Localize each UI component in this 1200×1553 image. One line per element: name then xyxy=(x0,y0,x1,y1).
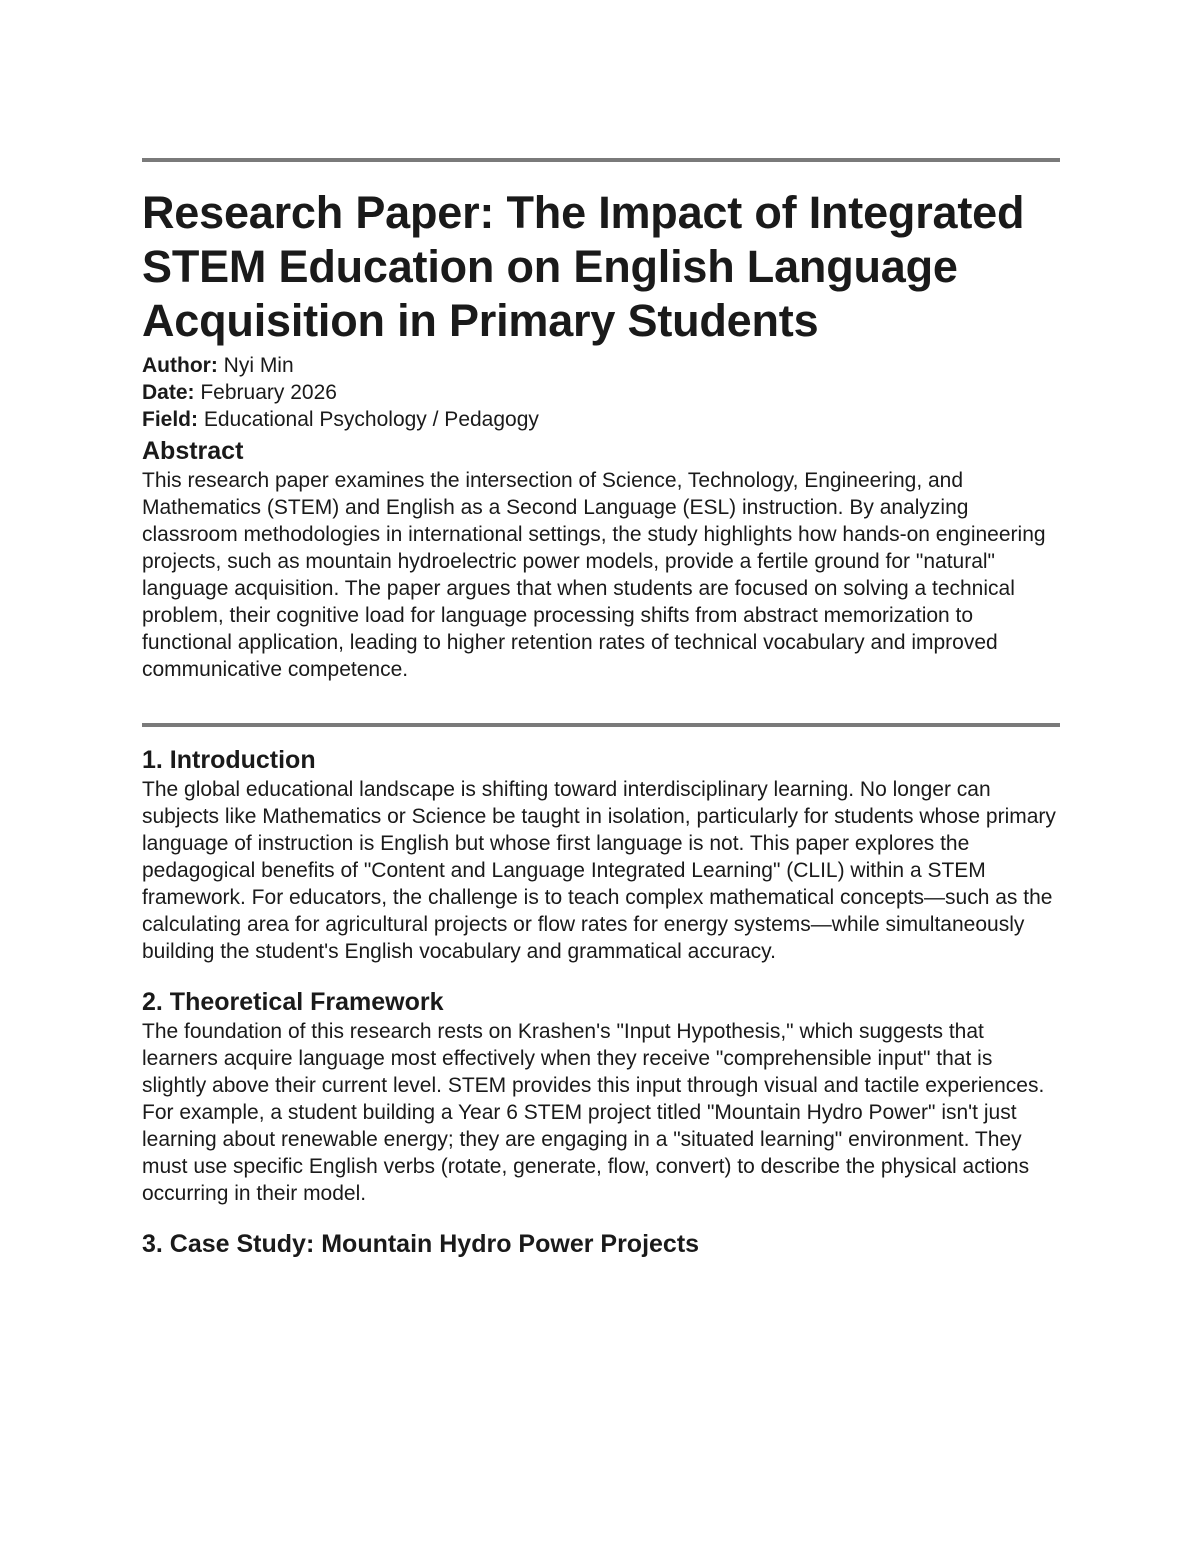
section-text-introduction: The global educational landscape is shifting toward interdisciplinary learning. No longer can subjects like Mathematics or Science be taught in isolation, particularly for students whose primary language of instruction is English but whose first language is not. This paper explores the pedagogical benefits of "Content and Language Integrated Learning" (CLIL) within a STEM framework. For educators, the challenge is to teach complex mathematical concepts—such as the calculating area for agricultural projects or flow rates for energy systems—while simultaneously building the student's English vocabulary and grammatical accuracy. xyxy=(142,778,1056,963)
meta-field-value: Educational Psychology / Pedagogy xyxy=(198,408,539,431)
section-heading-introduction: 1. Introduction xyxy=(142,746,316,774)
abstract-text: This research paper examines the intersection of Science, Technology, Engineering, and Mathematics (STEM) and English as a Second Language (ESL) instruction. By analyzing classroom methodologies in international settings, the study highlights how hands-on engineering projects, such as mountain hydroelectric power models, provide a fertile ground for "natural" language acquisition. The paper argues that when students are focused on solving a technical problem, their cognitive load for language processing shifts from abstract memorization to functional application, leading to higher retention rates of technical vocabulary and improved communicative competence. xyxy=(142,469,1046,681)
meta-date-label: Date: xyxy=(142,381,195,404)
paper-title: Research Paper: The Impact of Integrated STEM Education on English Language Acquisition in Primary Students xyxy=(142,187,1025,346)
meta-date-value: February 2026 xyxy=(194,381,337,404)
abstract-heading: Abstract xyxy=(142,437,244,465)
top-divider xyxy=(142,158,1060,162)
section-heading-theoretical-framework: 2. Theoretical Framework xyxy=(142,988,444,1016)
section-text-theoretical-framework: The foundation of this research rests on Krashen's "Input Hypothesis," which suggests that learners acquire language most effectively when they receive "comprehensible input" that is slightly above their current level. STEM provides this input through visual and tactile experiences. For example, a student building a Year 6 STEM project titled "Mountain Hydro Power" isn't just learning about renewable energy; they are engaging in a "situated learning" environment. They must use specific English verbs (rotate, generate, flow, convert) to describe the physical actions occurring in their model. xyxy=(142,1020,1045,1205)
meta-author xyxy=(142,352,1060,379)
meta-date xyxy=(142,379,1060,406)
paper-meta xyxy=(142,352,1060,433)
meta-field xyxy=(142,406,1060,433)
meta-author-value: Nyi Min xyxy=(217,354,294,377)
paper-page xyxy=(142,158,1060,1259)
meta-field-label: Field: xyxy=(142,408,198,431)
section-divider xyxy=(142,723,1060,727)
section-heading-case-study: 3. Case Study: Mountain Hydro Power Projects xyxy=(142,1230,700,1258)
meta-author-label: Author: xyxy=(142,354,218,377)
